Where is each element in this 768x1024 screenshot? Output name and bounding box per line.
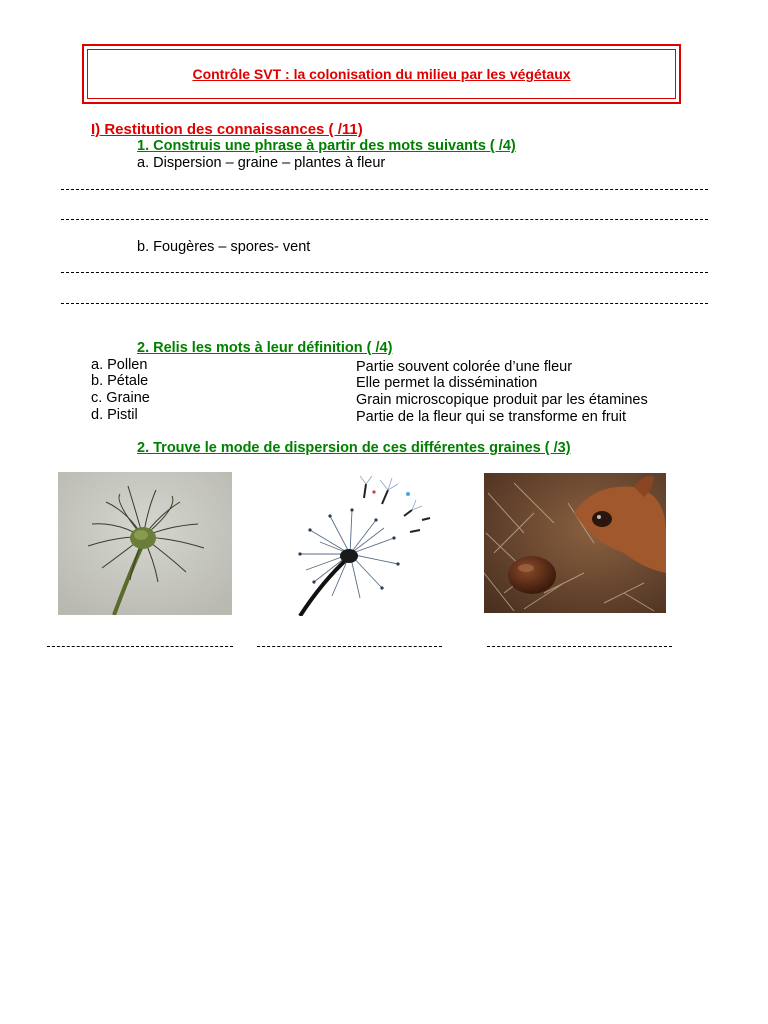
answer-line[interactable] — [47, 646, 233, 647]
definition-item: Elle permet la dissémination — [356, 375, 538, 391]
section-heading: I) Restitution des connaissances ( /11) — [91, 121, 363, 138]
title-frame — [87, 49, 676, 99]
word-item: d. Pistil — [91, 407, 138, 423]
answer-line[interactable] — [257, 646, 442, 647]
answer-line[interactable] — [61, 303, 708, 304]
answer-line[interactable] — [61, 219, 708, 220]
word-item: b. Pétale — [91, 373, 149, 389]
dandelion-photo — [270, 470, 442, 616]
definition-item: Grain microscopique produit par les étamines — [356, 392, 648, 408]
question-2-heading: 2. Relis les mots à leur définition ( /4) — [137, 340, 393, 356]
title-box — [82, 44, 681, 104]
definition-item: Partie de la fleur qui se transforme en fruit — [356, 409, 626, 425]
question-1-heading: 1. Construis une phrase à partir des mots suivants ( /4) — [137, 138, 516, 154]
squirrel-chestnut-photo — [484, 473, 666, 613]
definition-item: Partie souvent colorée d’une fleur — [356, 359, 573, 375]
question-3-heading: 2. Trouve le mode de dispersion de ces différentes graines ( /3) — [137, 440, 571, 456]
answer-line[interactable] — [61, 189, 708, 190]
answer-line[interactable] — [487, 646, 672, 647]
seed-head-photo — [58, 472, 232, 615]
document-title: Contrôle SVT : la colonisation du milieu par les végétaux — [192, 66, 571, 82]
question-1a-words: a. Dispersion – graine – plantes à fleur — [137, 155, 386, 171]
question-1b-words: b. Fougères – spores- vent — [137, 239, 311, 255]
answer-line[interactable] — [61, 272, 708, 273]
word-item: a. Pollen — [91, 357, 148, 373]
word-item: c. Graine — [91, 390, 150, 406]
